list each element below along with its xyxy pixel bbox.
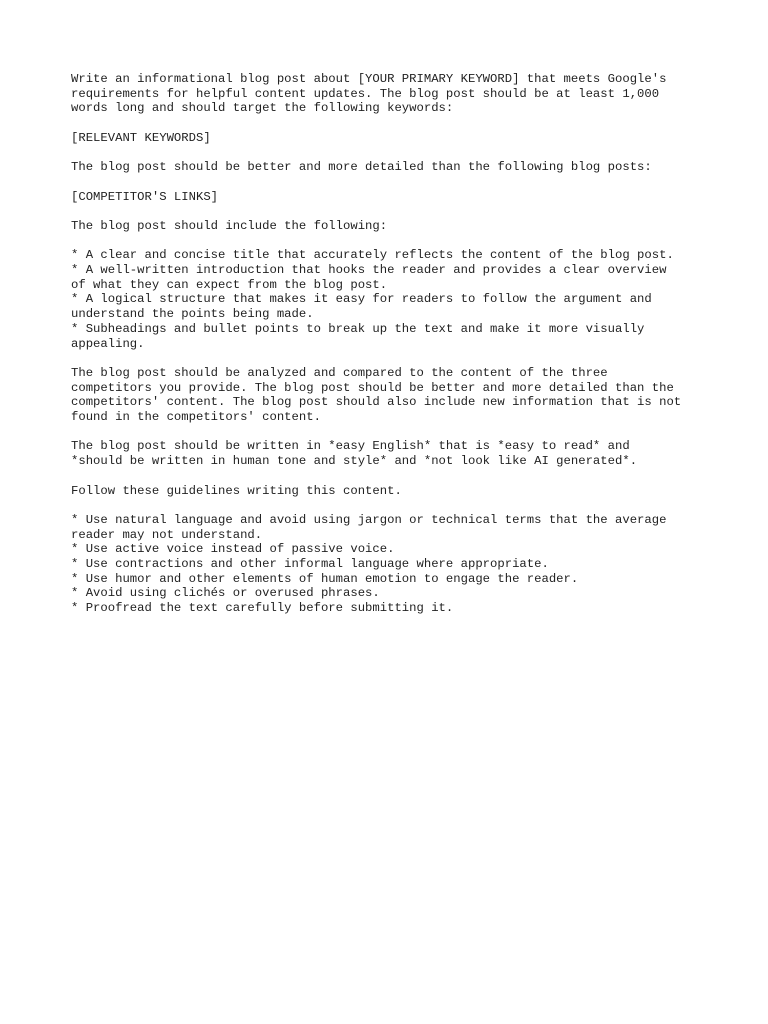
paragraph-competitor-links-placeholder <box>71 190 731 205</box>
paragraph-analysis <box>71 366 731 425</box>
paragraph-include-intro <box>71 219 731 234</box>
paragraph-competitors-intro <box>71 160 731 175</box>
text-line: Follow these guidelines writing this content. <box>71 483 402 498</box>
list-item: * A logical structure that makes it easy for readers to follow the argument and <box>71 292 652 307</box>
text-line: [RELEVANT KEYWORDS] <box>71 130 211 145</box>
list-item: * Use active voice instead of passive voice. <box>71 542 395 557</box>
list-item: * Use natural language and avoid using jargon or technical terms that the average <box>71 512 667 527</box>
text-line: competitors you provide. The blog post should be better and more detailed than the <box>71 380 674 395</box>
text-line: competitors' content. The blog post should also include new information that is not <box>71 395 682 410</box>
list-item: * Use contractions and other informal language where appropriate. <box>71 557 549 572</box>
list-item: reader may not understand. <box>71 527 263 542</box>
paragraph-style <box>71 439 731 468</box>
list-item: * Proofread the text carefully before submitting it. <box>71 601 454 616</box>
text-line: requirements for helpful content updates. The blog post should be at least 1,000 <box>71 86 660 101</box>
list-item: of what they can expect from the blog post. <box>71 277 388 292</box>
list-item: * Avoid using clichés or overused phrases. <box>71 586 380 601</box>
list-item: appealing. <box>71 336 145 351</box>
paragraph-keywords-placeholder <box>71 131 731 146</box>
list-item: * Use humor and other elements of human emotion to engage the reader. <box>71 571 579 586</box>
text-line: The blog post should be better and more detailed than the following blog posts: <box>71 160 652 175</box>
text-line: The blog post should be written in *easy English* that is *easy to read* and <box>71 439 630 454</box>
text-line: words long and should target the following keywords: <box>71 101 454 116</box>
text-line: Write an informational blog post about [YOUR PRIMARY KEYWORD] that meets Google's <box>71 72 667 86</box>
paragraph-guidelines-intro <box>71 484 731 499</box>
list-item: * A clear and concise title that accurately reflects the content of the blog post. <box>71 248 674 263</box>
text-line: The blog post should be analyzed and compared to the content of the three <box>71 365 608 380</box>
list-item: * Subheadings and bullet points to break up the text and make it more visually <box>71 321 645 336</box>
document-body <box>71 72 731 631</box>
paragraph-intro <box>71 72 731 116</box>
text-line: *should be written in human tone and style* and *not look like AI generated*. <box>71 454 638 469</box>
text-line: found in the competitors' content. <box>71 410 321 425</box>
list-item: understand the points being made. <box>71 307 314 322</box>
text-line: [COMPETITOR'S LINKS] <box>71 189 219 204</box>
bullet-list-guidelines <box>71 513 731 616</box>
text-line: The blog post should include the following: <box>71 218 388 233</box>
list-item: * A well-written introduction that hooks the reader and provides a clear overview <box>71 263 667 278</box>
bullet-list-requirements <box>71 248 731 351</box>
